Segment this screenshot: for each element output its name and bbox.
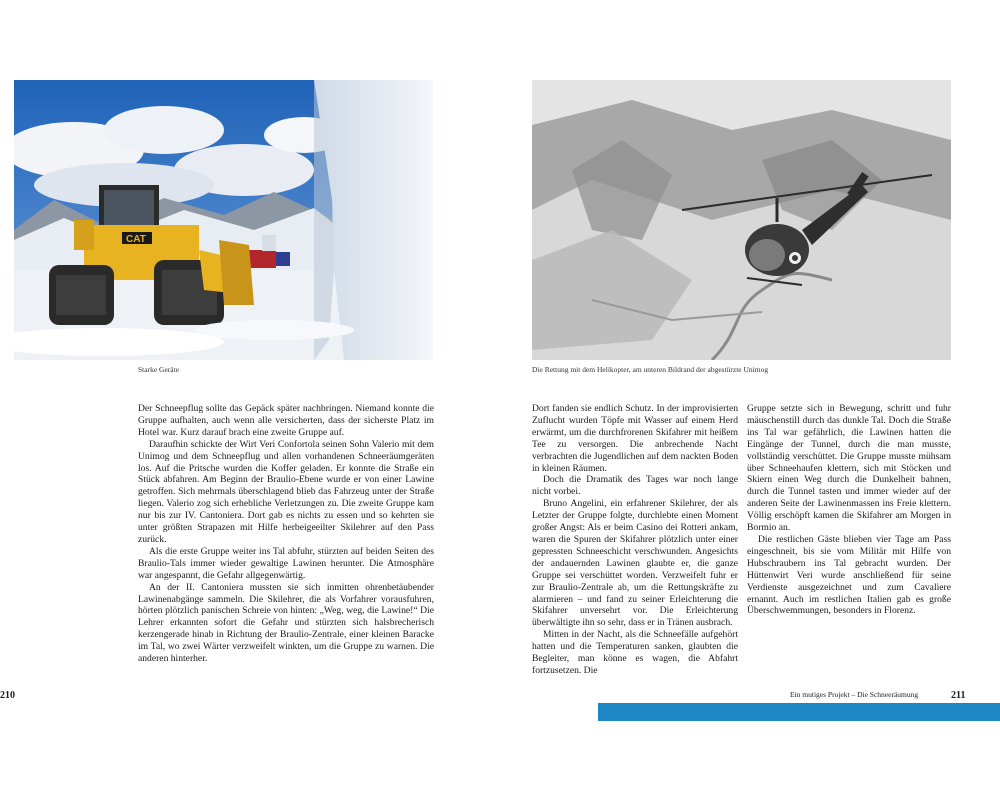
paragraph: Bruno Angelini, ein erfahrener Skilehrer, der als Letzter der Gruppe folgte, durchlebte einen Moment großer Angst: Als er beim Casino dei Rotteri ankam, waren die Spuren der Skifahrer plötzlich unter einer gepressten Schneeschicht verschwunden. Angesichts der andauernden Lawinen glaubte er, die ganze Gruppe sei verschüttet worden. Verzweifelt fuhr er zur Braulio-Zentrale ab, um die Rettungskräfte zu alarmieren – und fand zu seiner Erleichterung die Skifahrer unversehrt vor. Die Erleichterung überwältigte ihn so sehr, dass er in Tränen ausbrach.: [532, 498, 738, 629]
paragraph: Die restlichen Gäste blieben vier Tage am Pass eingeschneit, bis sie vom Militär mit Hilfe von Hubschraubern ins Tal gebracht wurden. Der Hüttenwirt Veri wurde anschließend für seine Verdienste ausgezeichnet und zum Cavaliere ernannt. Auch im restlichen Italien gab es große Überschwemmungen, besonders in Florenz.: [747, 533, 951, 617]
paragraph: Dort fanden sie endlich Schutz. In der improvisierten Zuflucht wurden Töpfe mit Wasser auf einem Herd erwärmt, um die durchfrorenen Skifahrer mit heißem Tee zu versorgen. Die anbrechende Nacht verbrachten die Jugendlichen auf dem nackten Boden in kleinen Räumen.: [532, 403, 738, 474]
paragraph: Doch die Dramatik des Tages war noch lange nicht vorbei.: [532, 474, 738, 498]
paragraph: Daraufhin schickte der Wirt Veri Confortola seinen Sohn Valerio mit dem Unimog und dem Schneepflug und allen vorhandenen Schneeräumgeräten los. Auf die Pritsche wurden die Koffer geladen. Er konnte die Straße ein Stück abfahren. Am Beginn der Braulio-Ebene wurde er von einer Lawine getroffen. Sich mehrmals überschlagend blieb das Fahrzeug unter der Straße liegen. Valerio zog sich erhebliche Verletzungen zu. Die zweite Gruppe kam nur bis zur IV. Cantoniera. Dort gab es nichts zu essen und so kehrten sie unter größten Strapazen mit Hilfe herbeigeeilter Skilehrer auf den Pass zurück.: [138, 438, 434, 545]
accent-bar: [598, 703, 1000, 721]
page-number-right: 211: [951, 690, 966, 701]
bulldozer-photo: [14, 80, 433, 360]
paragraph: Gruppe setzte sich in Bewegung, schritt und fuhr mäuschenstill durch das dunkle Tal. Doch die Straße ins Tal war gefährlich, die Lawinen hatten die Eingänge der Tunnel, durch die man musste, vollständig verschüttet. Die Gruppe musste mühsam über Schneehaufen klettern, sich mit Stöcken und Skiern einen Weg durch die Dunkelheit bahnen, durch die Tunnel tasten und immer wieder auf der anderen Seite der Lawinenmassen ins Freie klettern. Völlig erschöpft kamen die Skifahrer am Morgen in Bormio an.: [747, 403, 951, 534]
svg-text:CAT: CAT: [126, 234, 146, 245]
photo-caption-left: Starke Geräte: [138, 365, 180, 374]
paragraph: Als die erste Gruppe weiter ins Tal abfuhr, stürzten auf beiden Seiten des Braulio-Tals immer wieder gewaltige Lawinen herunter. Die Atmosphäre war angespannt, die Gefahr allgegenwärtig.: [138, 545, 434, 581]
helicopter-photo: [532, 80, 951, 360]
text-column-right: [747, 403, 951, 617]
text-column-left: [138, 403, 434, 665]
running-head: Ein mutiges Projekt – Die Schneeräumung: [790, 690, 919, 699]
paragraph: Der Schneepflug sollte das Gepäck später nachbringen. Niemand konnte die Gruppe aufhalten, auch wenn alle versicherten, dass der sicherste Platz im Hotel war. Kurz darauf brach eine zweite Gruppe auf.: [138, 403, 434, 438]
text-column-middle: [532, 403, 738, 677]
photo-caption-right: Die Rettung mit dem Helikopter, am unteren Bildrand der abgestürzte Unimog: [532, 365, 769, 374]
page-number-left: 210: [0, 690, 15, 701]
paragraph: Mitten in der Nacht, als die Schneefälle aufgehört hatten und die Temperaturen sanken, glaubten die Begleiter, man könne es wagen, die Abfahrt fortzusetzen. Die: [532, 629, 738, 676]
paragraph: An der II. Cantoniera mussten sie sich inmitten ohrenbetäubender Lawinenabgänge sammeln. Die Skilehrer, die als Vorfahrer vorausfuhren, hörten plötzlich panischen Schreie von hinten: „Weg, weg, die Lawine!“ Die Lehrer erkannten sofort die Gefahr und stürzten sich halsbrecherisch kerzengerade hinab in Richtung der Braulio-Zentrale, einer kleinen Baracke im Tal, wo zwei Wärter verzweifelt winkten, um die Gruppe zu warnen. Die anderen hinterher.: [138, 581, 434, 665]
